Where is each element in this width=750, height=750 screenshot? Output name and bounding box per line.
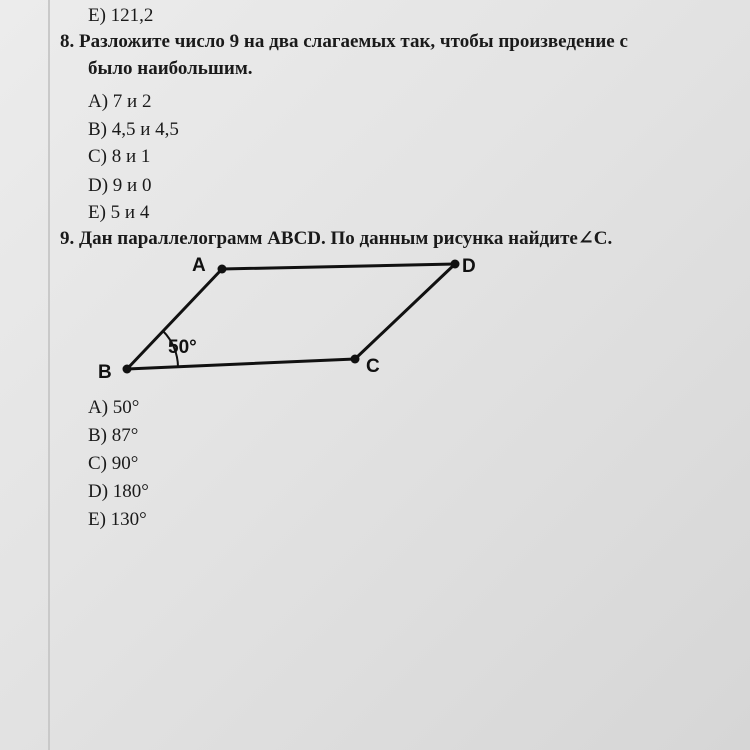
side-dc [355,264,455,359]
point-a [218,265,227,274]
q9-option-d: D) 180° [88,481,149,502]
point-d [451,260,460,269]
side-cb [127,359,355,369]
question-8-text: 8. Разложите число 9 на два слагаемых так, чтобы произведение с [60,31,628,52]
point-c [351,355,360,364]
q9-option-a: A) 50° [88,397,140,418]
angle-label-b: 50° [168,337,197,358]
question-8-text-continued: было наибольшим. [88,58,253,79]
page-margin-line [48,0,50,750]
label-c: C [366,356,380,377]
question-9-text: 9. Дан параллелограмм ABCD. По данным рисунка найдите∠C. [60,228,613,249]
q8-option-e: E) 5 и 4 [88,202,150,223]
point-b [123,365,132,374]
side-ad [222,264,455,269]
q9-option-c: C) 90° [88,453,139,474]
q8-option-a: A) 7 и 2 [88,91,152,112]
q9-option-e: E) 130° [88,509,147,530]
q7-option-e: E) 121,2 [88,5,154,26]
parallelogram-figure [98,255,530,390]
q9-option-b: B) 87° [88,425,139,446]
q8-option-b: B) 4,5 и 4,5 [88,119,179,140]
label-b: B [98,362,112,383]
q8-option-c: C) 8 и 1 [88,146,151,167]
label-d: D [462,256,476,277]
label-a: A [192,255,206,276]
q8-option-d: D) 9 и 0 [88,175,152,196]
